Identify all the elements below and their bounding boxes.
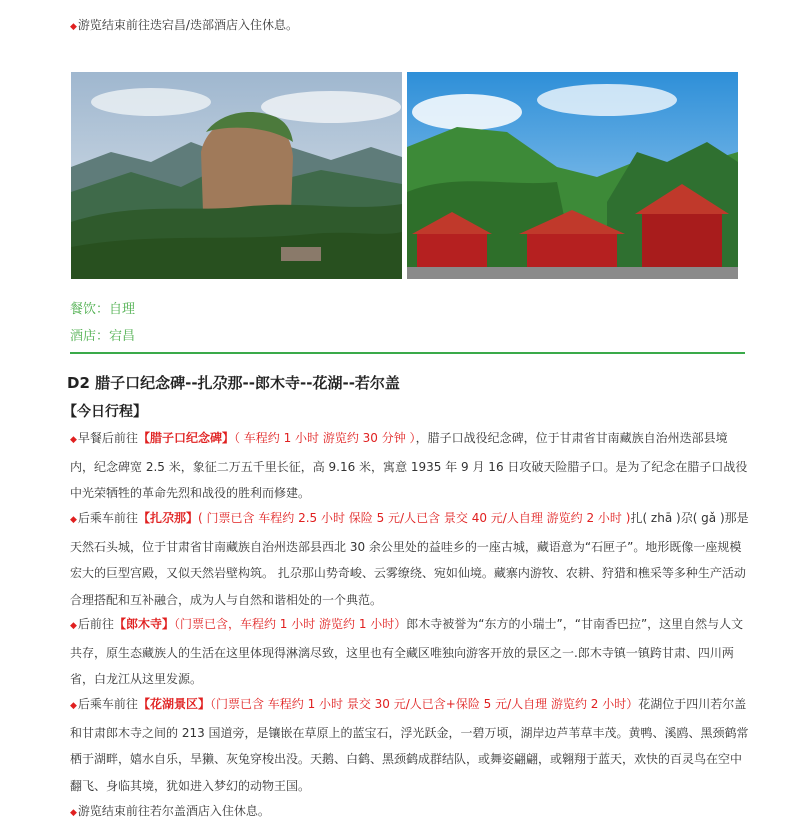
today-itinerary-label: 【今日行程】 [63,404,147,420]
intro-line: ◆游览结束前往迭宕昌/迭部酒店入住休息。 [70,18,298,32]
place-name: 【腊子口纪念碑】 [137,431,234,445]
itinerary-item: ◆后乘车前往【花湖景区】（门票已含 车程约 1 小时 景交 30 元/人已含+保险 5 元/人自理 游览约 2 小时）花湖位于四川若尔盖和甘肃郎木寺之间的 213 国道旁，是镶嵌在草原上的蓝宝石，浮光跃金，一碧万顷，湖岸边芦苇草丰茂。黄鸭、溪鸥、黑颈鹤常栖于湖畔，嬉水自乐，旱獭、灰兔穿梭出没。天鹅、白鹤、黑颈鹤成群结队，或舞姿翩翩，或翱翔于蓝天，欢快的百灵鸟在空中翻飞、身临其境，犹如进入梦幻的动物王国。 [70,697,749,793]
red-diamond-icon: ◆ [70,621,77,631]
red-diamond-icon: ◆ [70,701,77,711]
itinerary-item: ◆后乘车前往【扎尕那】( 门票已含 车程约 2.5 小时 保险 5 元/人已含 景交 40 元/人自理 游览约 2 小时 )扎( zhā )尕( gǎ )那是天然石头城，位于甘肃省甘南藏族自治州迭部县西北 30 余公里处的益哇乡的一座古城，藏语意为“石匣子”。地形既像一座规模宏大的巨型宫殿，又似天然岩壁构筑。 扎尕那山势奇峻、云雾缭绕、宛如仙境。藏寨内游牧、农耕、狩猎和樵采等多种生产活动合理搭配和互补融合，成为人与自然和谐相处的一个典范。 [70,511,749,607]
trip-info: （ 车程约 1 小时 游览约 30 分钟 ） [233,431,416,445]
place-name: 【扎尕那】 [137,511,198,525]
itinerary-item: ◆后前往【郎木寺】（门票已含，车程约 1 小时 游览约 1 小时）郎木寺被誉为“东方的小瑞士”，“甘南香巴拉”，这里自然与人文共存，原生态藏族人的生活在这里体现得淋漓尽致，这里也有全藏区唯独向游客开放的景区之一.郎木寺镇一镇跨甘肃、四川两省，白龙江从这里发源。 [70,617,744,686]
place-description: 郎木寺被誉为“东方的小瑞士”，“甘南香巴拉”，这里自然与人文共存，原生态藏族人的生活在这里体现得淋漓尽致，这里也有全藏区唯独向游客开放的景区之一.郎木寺镇一镇跨甘肃、四川两省，白龙江从这里发源。 [70,617,744,686]
place-name: 【花湖景区】 [137,697,210,711]
trip-info: ( 门票已含 车程约 2.5 小时 保险 5 元/人已含 景交 40 元/人自理 游览约 2 小时 ) [197,511,631,525]
trip-info: （门票已含，车程约 1 小时 游览约 1 小时） [173,617,407,631]
trip-info: （门票已含 车程约 1 小时 景交 30 元/人已含+保险 5 元/人自理 游览约 2 小时） [209,697,639,711]
itinerary-item: ◆早餐后前往【腊子口纪念碑】（ 车程约 1 小时 游览约 30 分钟 ），腊子口战役纪念碑，位于甘肃省甘南藏族自治州迭部县境内，纪念碑宽 2.5 米，象征二万五千里长征，高 9.16 米，寓意 1935 年 9 月 16 日攻破天险腊子口。是为了纪念在腊子口战役中光荣牺牲的革命先烈和战役的胜利而修建。 [70,431,748,500]
place-description: 花湖位于四川若尔盖和甘肃郎木寺之间的 213 国道旁，是镶嵌在草原上的蓝宝石，浮光跃金，一碧万顷，湖岸边芦苇草丰茂。黄鸭、溪鸥、黑颈鹤常栖于湖畔，嬉水自乐，旱獭、灰兔穿梭出没。天鹅、白鹤、黑颈鹤成群结队，或舞姿翩翩，或翱翔于蓝天，欢快的百灵鸟在空中翻飞、身临其境，犹如进入梦幻的动物王国。 [70,697,749,793]
place-description: ，腊子口战役纪念碑，位于甘肃省甘南藏族自治州迭部县境内，纪念碑宽 2.5 米，象征二万五千里长征，高 9.16 米，寓意 1935 年 9 月 16 日攻破天险腊子口。是为了纪念在腊子口战役中光荣牺牲的革命先烈和战役的胜利而修建。 [70,431,748,500]
day-title: D2 腊子口纪念碑--扎尕那--郎木寺--花湖--若尔盖 [67,374,400,392]
red-diamond-icon: ◆ [70,515,77,525]
red-diamond-icon: ◆ [70,22,77,32]
section-divider [70,352,745,354]
meal-info: 餐饮：自理 [70,302,136,317]
maijishan-grottoes-photo [71,72,402,279]
hotel-info: 酒店：宕昌 [70,329,136,344]
place-description: 扎( zhā )尕( gǎ )那是天然石头城，位于甘肃省甘南藏族自治州迭部县西北 30 余公里处的益哇乡的一座古城，藏语意为“石匣子”。地形既像一座规模宏大的巨型宫殿，又似天然岩壁构筑。 扎尕那山势奇峻、云雾缭绕、宛如仙境。藏寨内游牧、农耕、狩猎和樵采等多种生产活动合理搭配和互补融合，成为人与自然和谐相处的一个典范。 [70,511,749,607]
place-name: 【郎木寺】 [113,617,174,631]
red-diamond-icon: ◆ [70,808,77,818]
red-diamond-icon: ◆ [70,435,77,445]
photo-row [71,72,738,279]
itinerary-item: ◆游览结束前往若尔盖酒店入住休息。 [70,804,270,818]
langmu-temple-photo [407,72,738,279]
